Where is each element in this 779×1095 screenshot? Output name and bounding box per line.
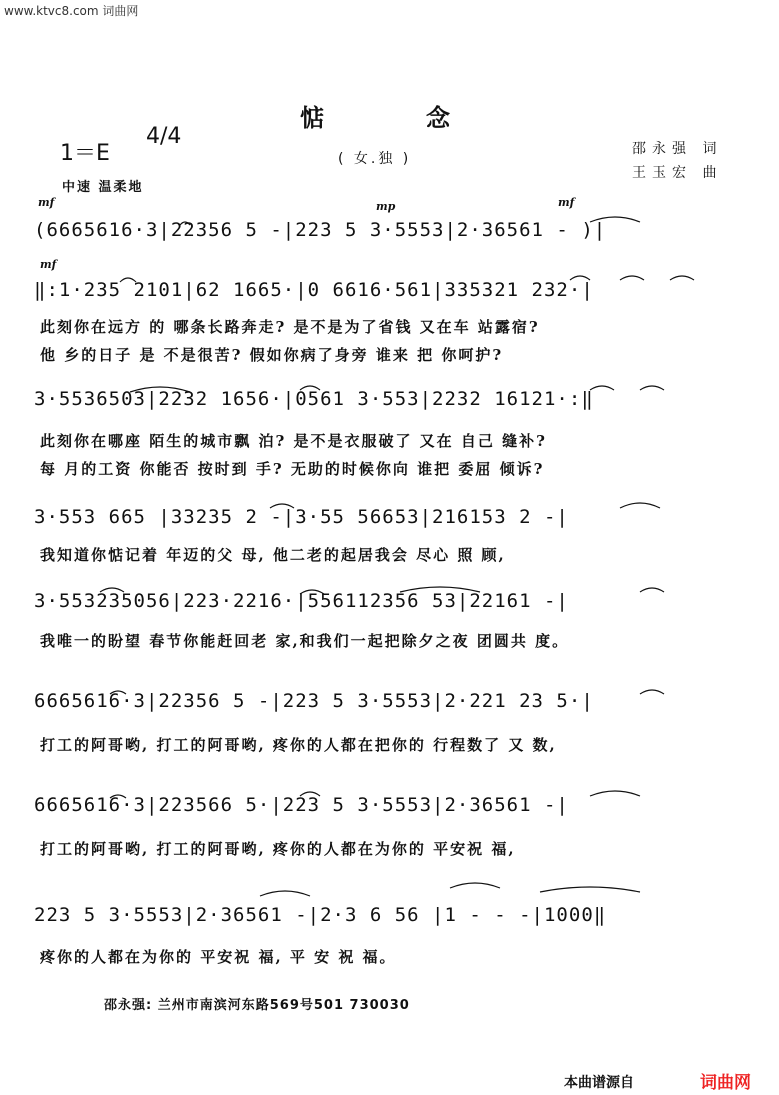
slur-mark [590, 386, 614, 390]
site-logo: 词曲网 [700, 1073, 751, 1093]
slur-mark [590, 217, 640, 222]
slur-mark [130, 387, 190, 392]
notation-line: (6665616·3|22356 5 -|223 5 3·5553|2·36561 - )| [34, 219, 607, 241]
lyric-line: 每 月的工资 你能否 按时到 手? 无助的时候你向 谁把 委屈 倾诉? [40, 460, 545, 478]
notation-line: 223 5 3·5553|2·36561 -|2·3 6 56 |1 - - -|1000‖ [34, 904, 607, 926]
title-part-2: 念 [426, 104, 452, 132]
slur-mark [570, 276, 590, 280]
notation-line: 6665616·3|223566 5·|223 5 3·5553|2·36561 -| [34, 794, 569, 816]
composer-credit: 王玉宏 曲 [632, 165, 723, 181]
notation-line: 3·553235056|223·2216·|556112356 53|22161 -| [34, 590, 569, 612]
source-note: 本曲谱源自 [564, 1075, 634, 1091]
watermark: www.ktvc8.com 词曲网 [4, 4, 139, 18]
notation-line: 3·5536503|2232 1656·|0561 3·553|2232 16121·:‖ [34, 388, 594, 410]
slur-mark [300, 386, 320, 390]
slur-mark [270, 504, 294, 508]
slur-mark [640, 588, 664, 592]
lyric-line: 我唯一的盼望 春节你能赶回老 家,和我们一起把除夕之夜 团圆共 度。 [40, 632, 570, 650]
slur-mark [540, 887, 640, 892]
dynamic-mark: mf [558, 196, 575, 209]
lyric-line: 此刻你在远方 的 哪条长路奔走? 是不是为了省钱 又在车 站露宿? [40, 318, 540, 336]
slur-mark [100, 588, 124, 592]
slur-mark [300, 792, 320, 796]
lyric-line: 打工的阿哥哟, 打工的阿哥哟, 疼你的人都在把你的 行程数了 又 数, [40, 736, 557, 754]
slur-mark [620, 503, 660, 508]
lyric-line: 打工的阿哥哟, 打工的阿哥哟, 疼你的人都在为你的 平安祝 福, [40, 840, 516, 858]
slur-mark [640, 690, 664, 694]
tempo-marking: 中速 温柔地 [62, 180, 144, 195]
lyric-line: 他 乡的日子 是 不是很苦? 假如你病了身旁 谁来 把 你呵护? [40, 346, 504, 364]
lyric-line: 疼你的人都在为你的 平安祝 福, 平 安 祝 福。 [40, 948, 397, 966]
notation-line: ‖:1·235 2101|62 1665·|0 6616·561|335321 232·| [34, 279, 594, 301]
slur-mark [640, 386, 664, 390]
contact-address: 邵永强: 兰州市南滨河东路569号501 730030 [104, 998, 410, 1013]
dynamic-mark: mf [38, 196, 55, 209]
dynamic-mark: mp [376, 200, 396, 213]
voice-type: ( 女.独 ) [338, 151, 412, 167]
slur-mark [400, 587, 480, 592]
lyric-line: 我知道你惦记着 年迈的父 母, 他二老的起居我会 尽心 照 顾, [40, 546, 506, 564]
slur-mark [300, 590, 324, 594]
slur-mark [670, 276, 694, 280]
title-part-1: 惦 [300, 104, 326, 132]
slur-mark [590, 791, 640, 796]
notation-line: 6665616·3|22356 5 -|223 5 3·5553|2·221 23 5·| [34, 690, 594, 712]
slur-mark [260, 891, 310, 896]
time-signature: 4/4 [146, 124, 182, 149]
slur-mark [110, 795, 126, 798]
slur-mark [450, 883, 500, 888]
lyric-line: 此刻你在哪座 陌生的城市飘 泊? 是不是衣服破了 又在 自己 缝补? [40, 432, 547, 450]
dynamic-mark: mf [40, 258, 57, 271]
slur-mark [620, 276, 644, 280]
key-signature: 1＝E [60, 141, 110, 166]
slur-mark [180, 222, 190, 225]
slur-mark [110, 691, 126, 694]
slur-mark [120, 278, 136, 282]
lyricist-credit: 邵永强 词 [632, 141, 723, 157]
notation-line: 3·553 665 |33235 2 -|3·55 56653|216153 2 -| [34, 506, 569, 528]
